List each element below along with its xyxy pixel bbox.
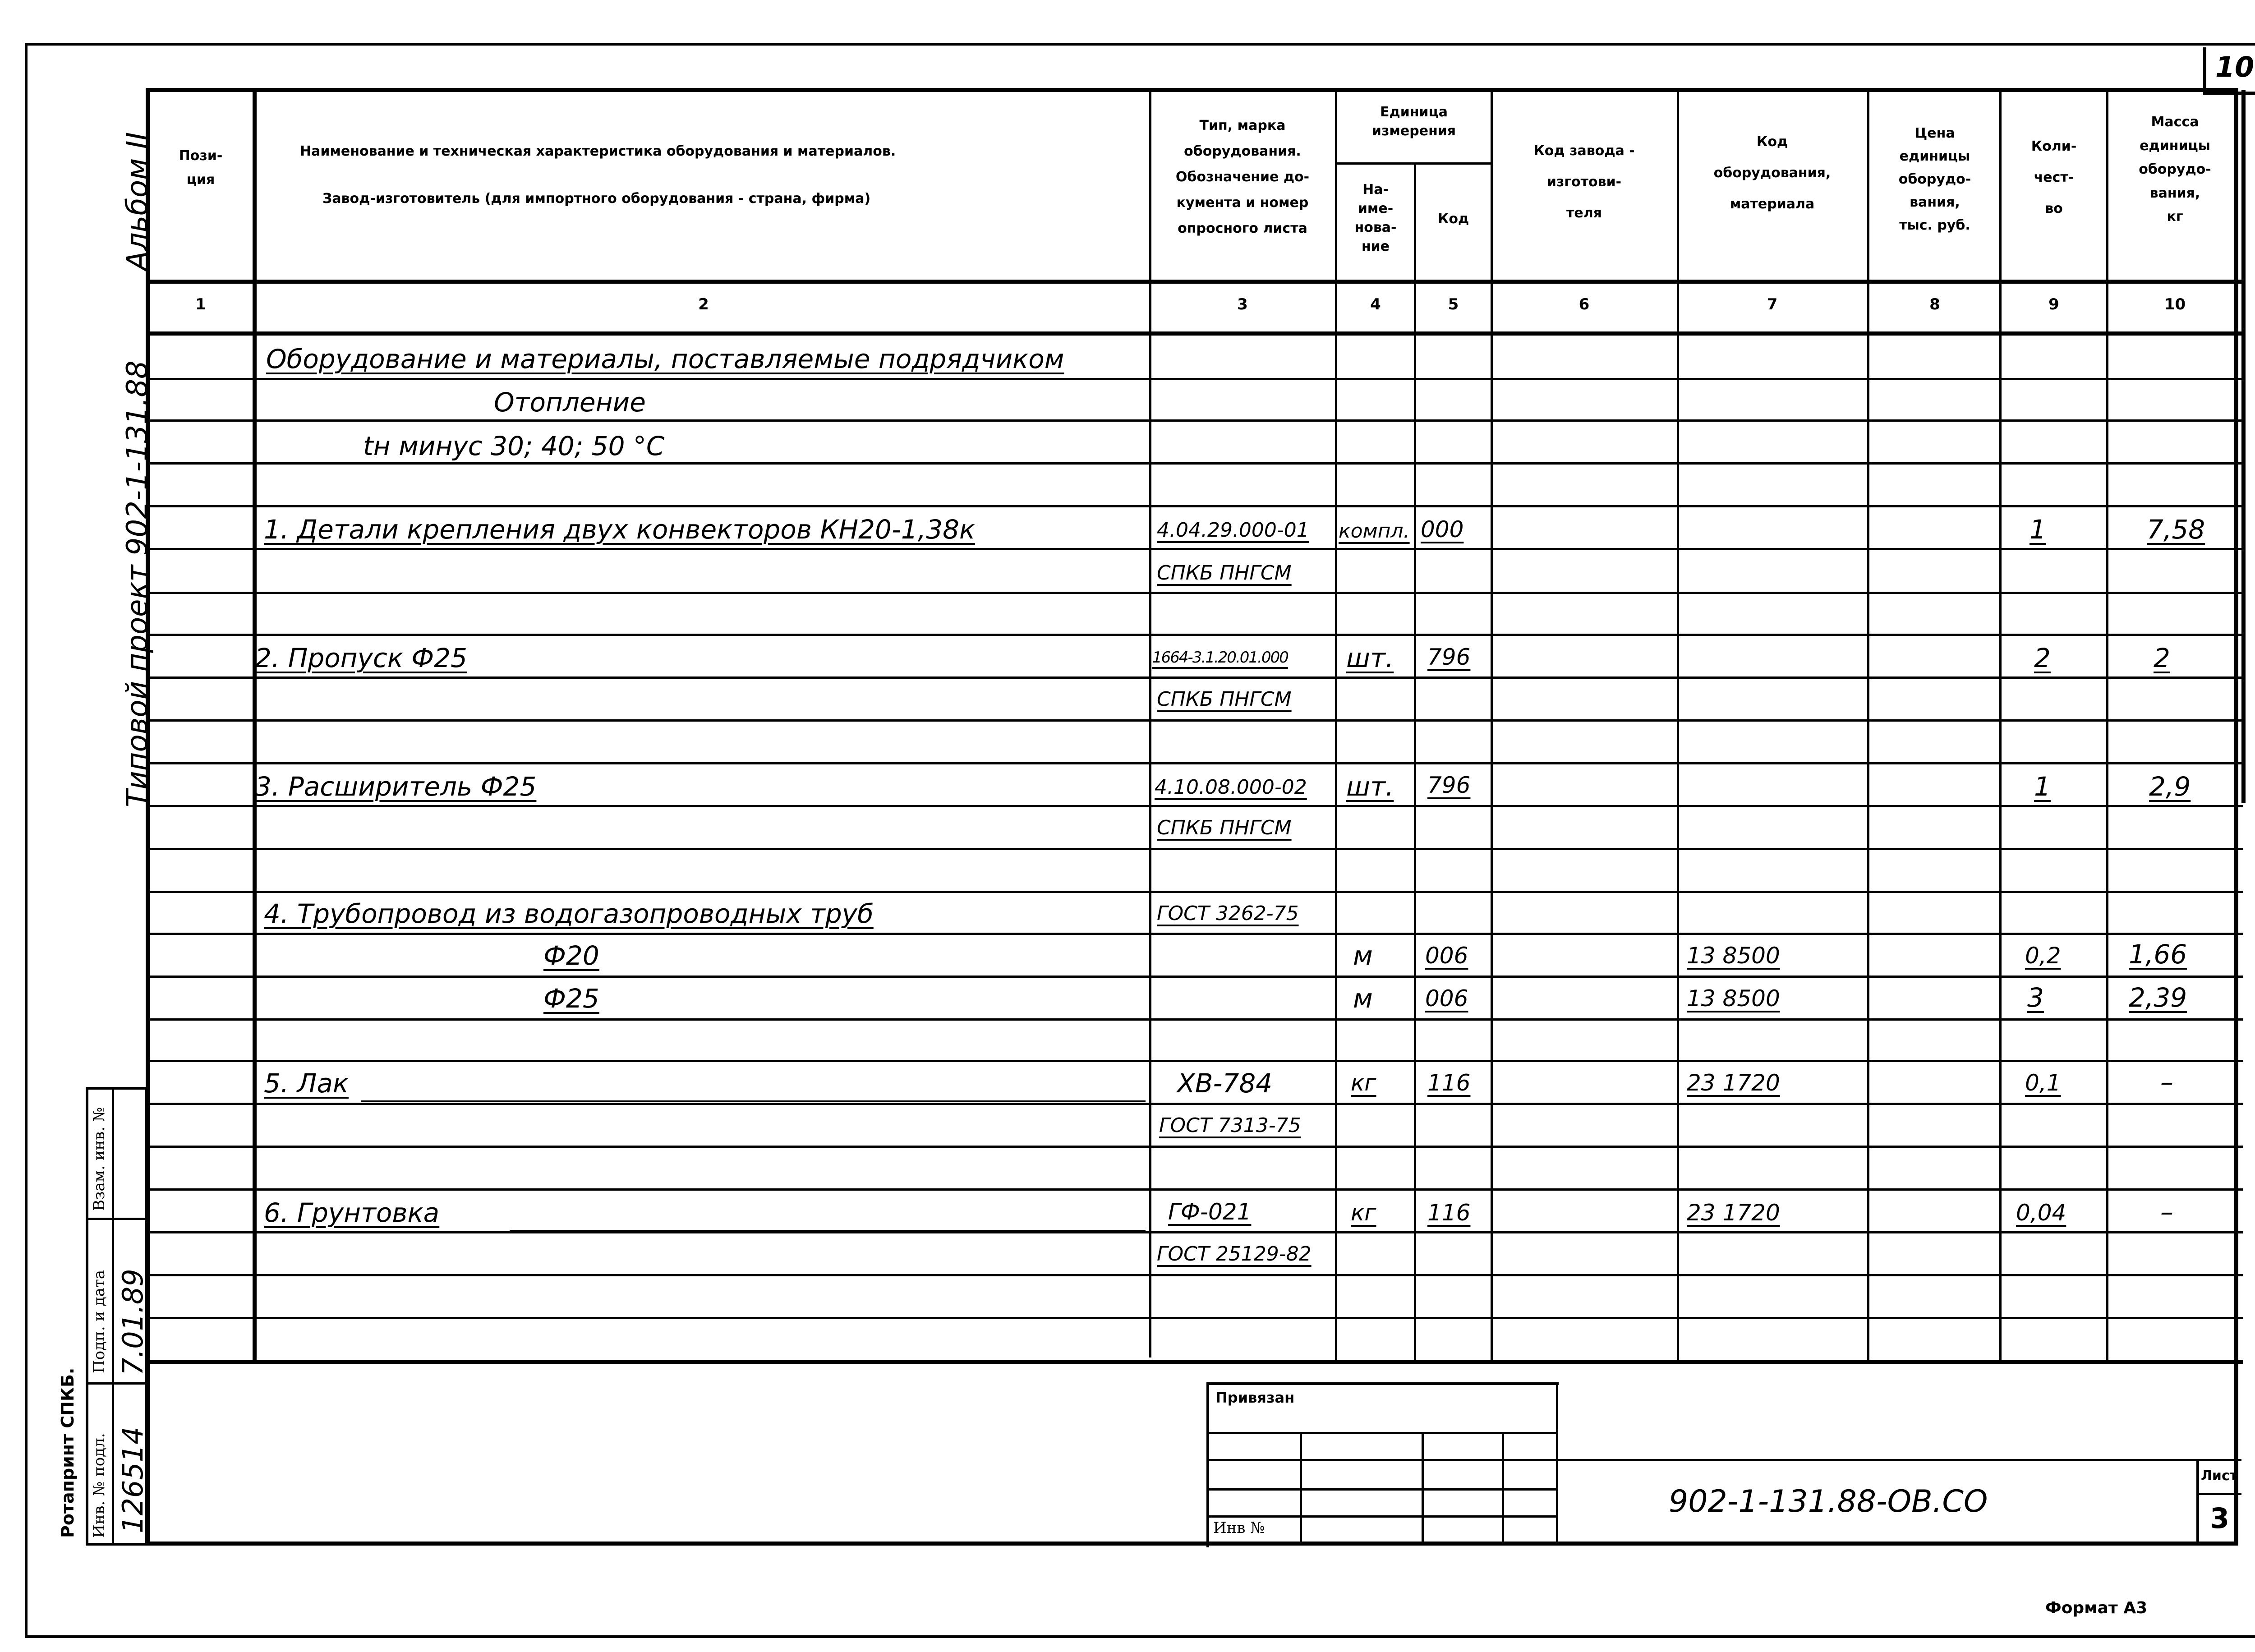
item-1-name: 1. Детали крепления двух конвекторов КН20-1,38к	[264, 514, 976, 545]
header-mass: Масса единицы оборудо- вания, кг	[2139, 114, 2211, 225]
item-4a-unit-code: 006	[1425, 943, 1468, 969]
stamp-list-number: 3	[2210, 1502, 2230, 1535]
item-6-qty: 0,04	[2016, 1200, 2066, 1226]
item-6-mass: –	[2160, 1196, 2173, 1227]
item-4a-mass: 1,66	[2129, 939, 2187, 970]
item-1-doc: 4.04.29.000-01	[1157, 519, 1309, 542]
item-3-mass: 2,9	[2149, 771, 2191, 802]
side-project-title: Типовой проект 902-1-131.88	[121, 360, 154, 807]
side-album-title: Альбом II	[121, 132, 154, 271]
sheet-number-top: 10	[2215, 51, 2255, 83]
side-stamp-signature-date: 7.01.89	[116, 1269, 149, 1376]
item-5-doc2: ГОСТ 7313-75	[1159, 1114, 1301, 1137]
col-num-10: 10	[2164, 295, 2186, 313]
item-3-name: 3. Расширитель Ф25	[255, 771, 537, 802]
item-1-qty: 1	[2030, 514, 2046, 545]
header-price: Цена единицы оборудо- вания, тыс. руб.	[1898, 125, 1971, 233]
item-2-name: 2. Пропуск Ф25	[255, 643, 468, 673]
item-2-qty: 2	[2034, 643, 2051, 673]
item-3-unit-code: 796	[1427, 772, 1471, 798]
side-stamp-label-vzam: Взам. инв. №	[90, 1107, 108, 1211]
item-6-name: 6. Грунтовка	[264, 1197, 440, 1228]
header-unit-name: На- име- нова- ние	[1354, 182, 1397, 254]
stamp-document-code: 902-1-131.88-ОВ.СО	[1669, 1484, 1988, 1519]
item-6-material-code: 23 1720	[1687, 1200, 1780, 1226]
item-3-doc2: СПКБ ПНГСМ	[1157, 816, 1292, 839]
side-stamp-label-podp: Подп. и дата	[90, 1270, 108, 1373]
format-label: Формат А3	[2045, 1599, 2148, 1617]
header-quantity: Коли- чест- во	[2031, 138, 2077, 216]
item-3-doc: 4.10.08.000-02	[1155, 776, 1307, 799]
item-4a-unit: м	[1353, 940, 1373, 971]
item-5-doc: ХВ-784	[1177, 1068, 1273, 1099]
col-num-5: 5	[1448, 295, 1459, 313]
item-5-name: 5. Лак	[264, 1068, 349, 1099]
item-5-qty: 0,1	[2025, 1070, 2061, 1096]
item-4-doc: ГОСТ 3262-75	[1157, 902, 1299, 925]
col-num-3: 3	[1237, 295, 1248, 313]
header-factory-code: Код завода - изготови- теля	[1533, 143, 1635, 221]
item-1-mass: 7,58	[2147, 514, 2205, 545]
item-6-unit: кг	[1351, 1200, 1376, 1226]
item-2-unit-code: 796	[1427, 644, 1471, 670]
stamp-inv-label: Инв №	[1213, 1519, 1265, 1537]
item-2-unit: шт.	[1346, 643, 1394, 673]
col-num-6: 6	[1578, 295, 1590, 313]
item-5-material-code: 23 1720	[1687, 1070, 1780, 1096]
header-position: Пози- ция	[179, 148, 223, 188]
item-6-doc2: ГОСТ 25129-82	[1157, 1242, 1312, 1265]
header-type: Тип, марка оборудования. Обозначение до- кумента и номер опросного листа	[1175, 118, 1310, 236]
item-5-underline	[361, 1100, 1146, 1102]
item-4b-name: Ф25	[543, 983, 599, 1014]
col-num-7: 7	[1767, 295, 1778, 313]
header-name-line1: Наименование и техническая характеристика оборудования и материалов.	[300, 143, 896, 159]
header-name-line2: Завод-изготовитель (для импортного оборудования - страна, фирма)	[322, 191, 871, 207]
item-2-mass: 2	[2154, 643, 2170, 673]
col-num-4: 4	[1370, 295, 1381, 313]
item-6-doc: ГФ-021	[1168, 1199, 1252, 1225]
stamp-list-label: Лист	[2201, 1468, 2238, 1484]
item-1-unit-code: 000	[1421, 516, 1464, 543]
col-num-2: 2	[698, 295, 709, 313]
header-unit: Единица измерения	[1371, 104, 1456, 139]
section-title: Оборудование и материалы, поставляемые подрядчиком	[266, 344, 1064, 374]
item-1-unit: компл.	[1339, 520, 1410, 543]
header-material-code: Код оборудования, материала	[1713, 134, 1831, 212]
col-num-1: 1	[195, 295, 206, 313]
side-stamp-inv-number: 126514	[116, 1427, 149, 1533]
item-2-doc: 1664-3.1.20.01.000	[1152, 649, 1288, 667]
item-1-doc2: СПКБ ПНГСМ	[1157, 561, 1292, 584]
item-4a-material-code: 13 8500	[1687, 943, 1780, 969]
item-3-qty: 1	[2034, 771, 2051, 802]
rotaprint-label: Ротапринт СПКБ.	[58, 1367, 78, 1538]
item-4b-material-code: 13 8500	[1687, 985, 1780, 1012]
item-5-mass: –	[2160, 1067, 2173, 1097]
item-4-name: 4. Трубопровод из водогазопроводных труб	[264, 898, 874, 929]
header-unit-code: Код	[1437, 211, 1469, 227]
col-num-9: 9	[2048, 295, 2059, 313]
side-stamp-label-inv: Инв. № подл.	[90, 1433, 108, 1538]
item-2-doc2: СПКБ ПНГСМ	[1157, 688, 1292, 711]
col-num-8: 8	[1929, 295, 1940, 313]
item-6-unit-code: 116	[1427, 1200, 1471, 1226]
item-5-unit: кг	[1351, 1070, 1376, 1096]
item-4b-qty: 3	[2027, 982, 2044, 1013]
stamp-privyazan-label: Привязан	[1215, 1389, 1295, 1406]
item-4b-mass: 2,39	[2129, 982, 2187, 1013]
item-3-unit: шт.	[1346, 771, 1394, 802]
section-subtitle: Отопление	[494, 387, 646, 418]
item-4b-unit-code: 006	[1425, 985, 1468, 1012]
item-4b-unit: м	[1353, 983, 1373, 1014]
item-6-underline	[510, 1230, 1146, 1232]
item-4a-qty: 0,2	[2025, 943, 2061, 969]
item-4a-name: Ф20	[543, 940, 599, 971]
item-5-unit-code: 116	[1427, 1070, 1471, 1096]
section-condition: tн минус 30; 40; 50 °C	[363, 431, 665, 461]
